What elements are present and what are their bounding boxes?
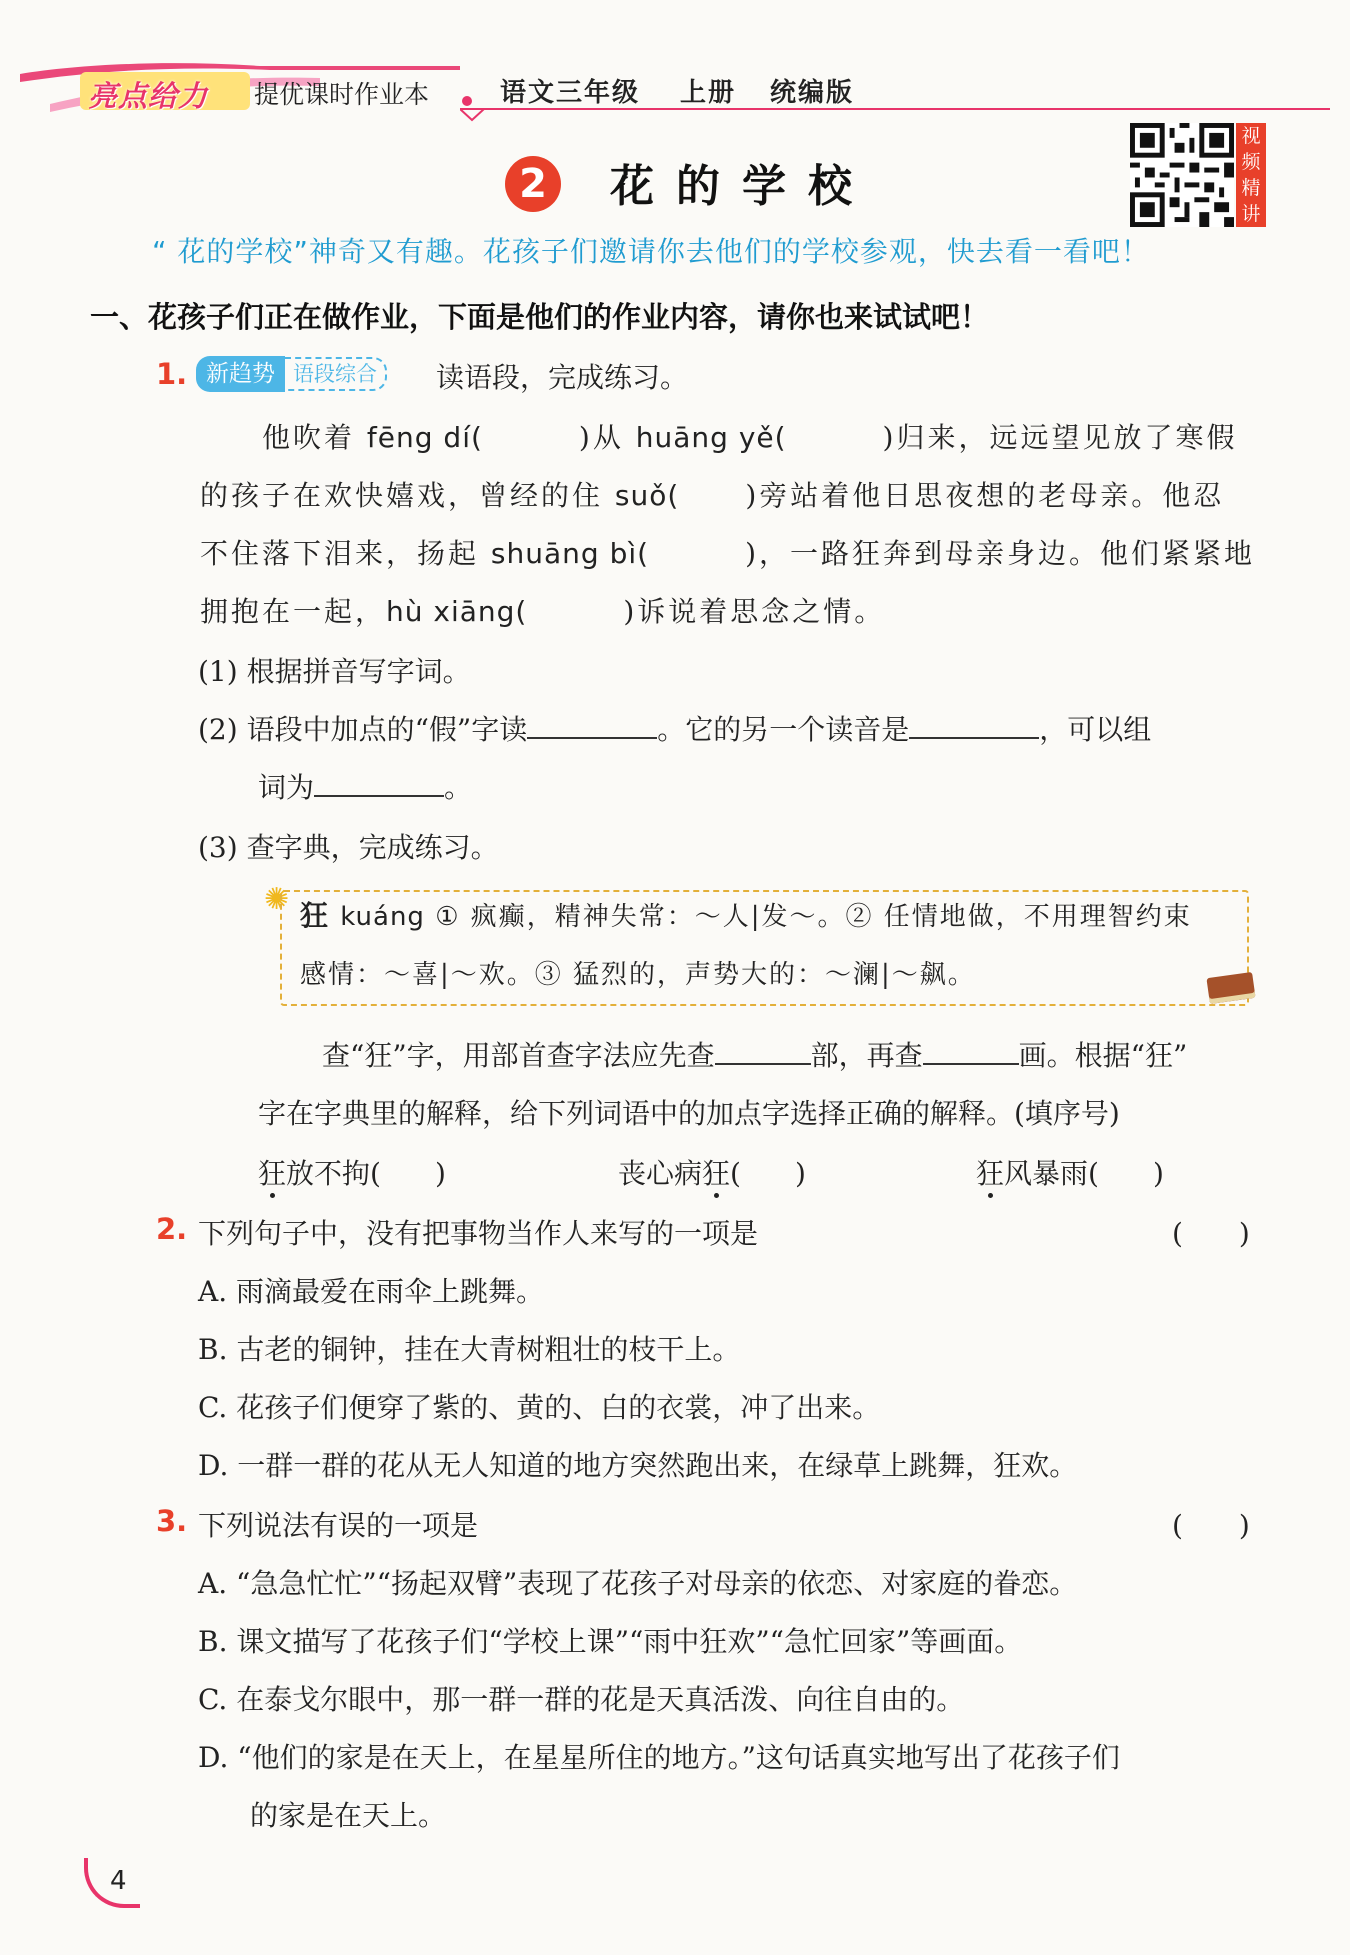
tag-secondary: 语段综合 (285, 357, 387, 391)
word-item: 狂放不拘( ) (258, 1157, 446, 1190)
pinyin-prompt: hù xiāng( (386, 595, 528, 628)
option-b: B. 古老的铜钟，挂在大青树粗壮的枝干上。 (198, 1333, 741, 1366)
section-heading: 一、花孩子们正在做作业，下面是他们的作业内容，请你也来试试吧！ (90, 300, 990, 334)
pinyin-prompt: huāng yě( (635, 421, 787, 454)
sub-question-text: 词为 (258, 771, 315, 804)
question-text: 下列句子中，没有把事物当作人来写的一项是 (198, 1217, 759, 1250)
dictionary-pinyin: kuáng (340, 902, 425, 932)
passage-text: )，一路狂奔到母亲身边。他们紧紧地 (745, 537, 1255, 570)
qr-code-icon[interactable] (1130, 123, 1234, 227)
answer-blank[interactable] (909, 711, 1039, 739)
answer-blank[interactable] (715, 1037, 811, 1065)
lookup-line: 字在字典里的解释，给下列词语中的加点字选择正确的解释。(填序号) (258, 1097, 1120, 1130)
option-d: D. “他们的家是在天上，在星星所住的地方。”这句话真实地写出了花孩子们 (198, 1741, 1120, 1774)
sub-question-2-cont (258, 766, 472, 806)
lesson-number-badge: 2 (505, 156, 561, 212)
series-name: 提优课时作业本 (254, 80, 430, 109)
passage-text: )诉说着思念之情。 (623, 595, 886, 628)
header-subject: 语文三年级 (500, 78, 641, 108)
option-a: A. 雨滴最爱在雨伞上跳舞。 (198, 1275, 545, 1308)
sub-question-2 (198, 708, 1151, 748)
sub-question-text: 。它的另一个读音是 (657, 713, 910, 746)
passage-line (200, 532, 1255, 572)
passage-text: 不住落下泪来，扬起 (200, 537, 480, 570)
brand-logo: 亮点给力 (88, 79, 209, 113)
sub-question-1: (1) 根据拼音写字词。 (198, 655, 471, 688)
word-item: 丧心病狂( ) (618, 1157, 806, 1190)
option-c: C. 在泰戈尔眼中，那一群一群的花是天真活泼、向往自由的。 (198, 1683, 965, 1716)
sub-question-text: 。 (444, 771, 473, 804)
question-number: 1. (156, 357, 188, 391)
passage-text: 的孩子在欢快嬉戏，曾经的住 (200, 479, 604, 512)
pinyin-prompt: shuāng bì( (490, 537, 650, 570)
dotted-char: 狂 (258, 1157, 287, 1190)
lookup-text: 查“狂”字，用部首查字法应先查 (322, 1039, 715, 1072)
page-number: 4 (110, 1866, 127, 1896)
passage-line (262, 416, 1237, 456)
option-d: D. 一群一群的花从无人知道的地方突然跑出来，在绿草上跳舞，狂欢。 (198, 1449, 1078, 1482)
question-text: 下列说法有误的一项是 (198, 1509, 479, 1542)
lookup-text: 部，再查 (810, 1039, 923, 1072)
question-number: 2. (156, 1212, 188, 1246)
dotted-char: 狂 (976, 1157, 1005, 1190)
answer-blank[interactable] (527, 711, 657, 739)
pinyin-prompt: suǒ( (614, 479, 680, 512)
passage-text: 他吹着 (262, 421, 356, 454)
sun-icon: ✺ (264, 882, 290, 917)
sub-question-3: (3) 查字典，完成练习。 (198, 831, 499, 864)
header-volume: 上册 (680, 78, 737, 108)
lookup-line (322, 1034, 1187, 1074)
sub-question-text: (2) 语段中加点的“假”字读 (198, 713, 528, 746)
dictionary-line (300, 894, 1192, 934)
option-a: A. “急急忙忙”“扬起双臂”表现了花孩子对母亲的依恋、对家庭的眷恋。 (198, 1567, 1078, 1600)
header-dot (462, 96, 472, 106)
answer-paren[interactable]: ( ) (1172, 1509, 1250, 1542)
lookup-text: 画。根据“狂” (1018, 1039, 1188, 1072)
passage-line (200, 474, 1224, 514)
pinyin-prompt: fēng dí( (366, 421, 483, 454)
dictionary-char: 狂 (300, 899, 331, 932)
passage-text: )旁站着他日思夜想的老母亲。他忍 (745, 479, 1225, 512)
sub-question-text: ，可以组 (1039, 713, 1152, 746)
passage-line (200, 590, 885, 630)
qr-video-label: 视频精讲 (1236, 123, 1266, 227)
question-instruction: 读语段，完成练习。 (436, 361, 689, 394)
passage-text: 拥抱在一起， (200, 595, 387, 628)
header-edition: 统编版 (770, 78, 855, 108)
answer-blank[interactable] (923, 1037, 1019, 1065)
dictionary-line: 感情：～喜|～欢。③ 猛烈的，声势大的：～澜|～飙。 (300, 960, 976, 990)
word-item: 狂风暴雨( ) (976, 1157, 1164, 1190)
tag-primary: 新趋势 (196, 356, 285, 392)
option-d-continued: 的家是在天上。 (250, 1799, 447, 1832)
answer-blank[interactable] (314, 769, 444, 797)
dotted-char: 狂 (702, 1157, 731, 1190)
option-c: C. 花孩子们便穿了紫的、黄的、白的衣裳，冲了出来。 (198, 1391, 881, 1424)
question-tag (196, 356, 387, 392)
question-number: 3. (156, 1504, 188, 1538)
passage-text: )归来，远远望见放了寒假 (882, 421, 1238, 454)
passage-text: )从 (578, 421, 624, 454)
dictionary-meaning: ① 疯癫，精神失常：～人|发～。② 任情地做，不用理智约束 (435, 902, 1192, 932)
intro-text: “ 花的学校”神奇又有趣。花孩子们邀请你去他们的学校参观，快去看一看吧！ (152, 235, 1150, 268)
answer-paren[interactable]: ( ) (1172, 1217, 1250, 1250)
option-b: B. 课文描写了花孩子们“学校上课”“雨中狂欢”“急忙回家”等画面。 (198, 1625, 1023, 1658)
page-title: 花的学校 (610, 161, 874, 212)
